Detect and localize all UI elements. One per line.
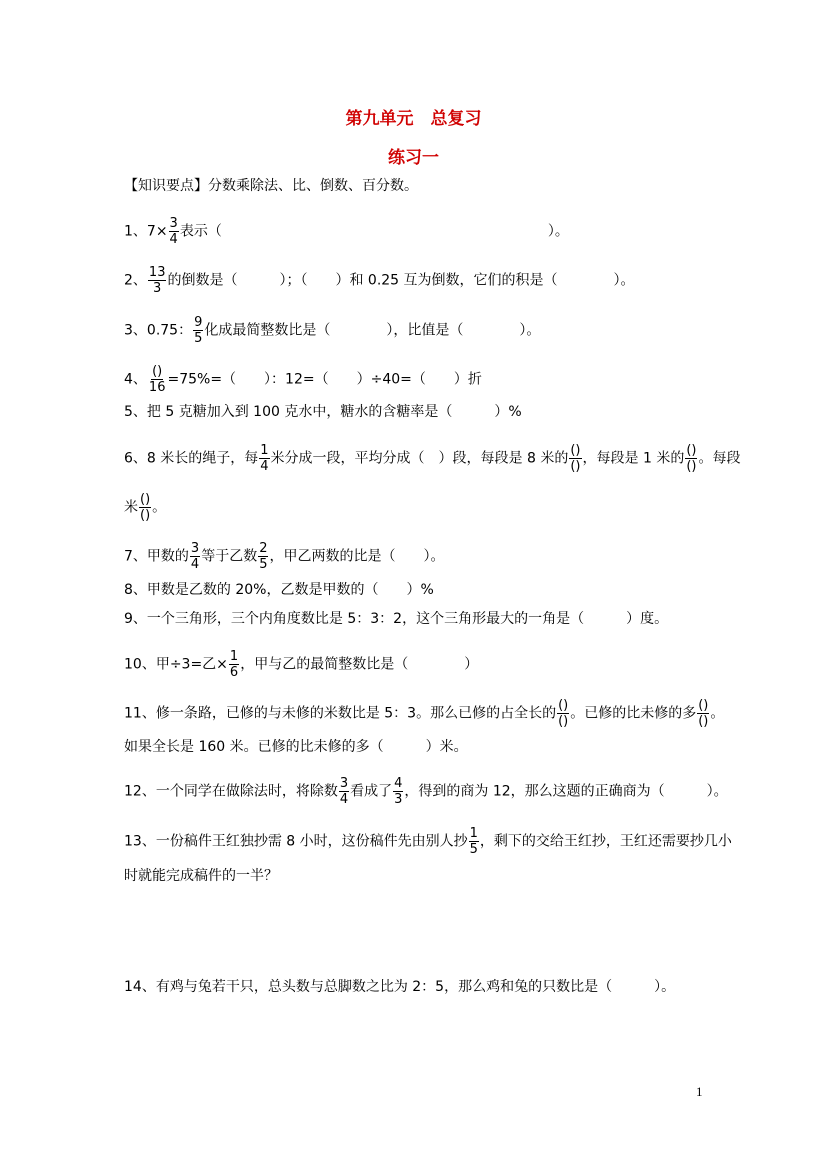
fraction-numerator: () <box>140 492 151 507</box>
question-text: 11、修一条路，已修的与未修的米数比是 5：3。那么已修的占全长的 <box>124 705 557 722</box>
question-13 <box>124 826 732 857</box>
question-text: 1、7× <box>124 223 168 240</box>
question-text: 10、甲÷3=乙× <box>124 656 228 673</box>
question-6 <box>124 443 740 474</box>
question-text: 表示（ <box>179 223 222 240</box>
question-7 <box>124 541 444 572</box>
fraction-denominator: () <box>570 459 581 474</box>
fraction-denominator: () <box>140 508 151 523</box>
question-5: 5、把 5 克糖加入到 100 克水中，糖水的含糖率是（ ）% <box>124 404 522 420</box>
fraction <box>148 364 167 395</box>
fraction-denominator: () <box>558 714 569 729</box>
fraction-numerator: 3 <box>339 776 349 791</box>
fraction-numerator: 1 <box>469 826 478 841</box>
fraction-numerator: 1 <box>260 443 269 458</box>
fraction <box>258 541 268 572</box>
question-text: =75%=（ ）：12=（ ）÷40=（ ）折 <box>167 371 482 388</box>
question-text: 6、8 米长的绳子，每 <box>124 450 259 467</box>
fraction-denominator: 4 <box>190 557 200 572</box>
question-3 <box>124 315 540 346</box>
question-text: 等于乙数 <box>201 548 258 565</box>
question-13-continued: 时就能完成稿件的一半？ <box>124 868 278 884</box>
question-9: 9、一个三角形，三个内角度数比是 5：3：2，这个三角形最大的一角是（ ）度。 <box>124 611 669 627</box>
fraction-denominator: () <box>698 714 709 729</box>
question-text: 13、一份稿件王红独抄需 8 小时，这份稿件先由别人抄 <box>124 833 468 850</box>
question-text: 米分成一段，平均分成（ ）段，每段是 8 米的 <box>270 450 569 467</box>
question-text: ，每段是 1 米的 <box>582 450 685 467</box>
fraction-denominator: 16 <box>148 380 166 395</box>
question-10 <box>124 649 478 680</box>
question-1 <box>124 216 569 247</box>
fraction-numerator: 1 <box>229 649 239 664</box>
fraction-denominator: 5 <box>194 331 203 346</box>
fraction-denominator: 6 <box>229 665 239 680</box>
question-text: 3、0.75： <box>124 322 193 339</box>
question-text: ，甲与乙的最简整数比是（ ） <box>240 656 479 673</box>
fraction <box>469 826 479 857</box>
fraction <box>685 443 697 474</box>
question-text: 。 <box>710 705 725 722</box>
question-text: 4、 <box>124 371 147 388</box>
fraction-denominator: 4 <box>260 459 269 474</box>
question-14: 14、有鸡与兔若干只，总头数与总脚数之比为 2：5，那么鸡和兔的只数比是（ ）。 <box>124 979 676 995</box>
key-points: 【知识要点】分数乘除法、比、倒数、百分数。 <box>124 178 418 194</box>
fraction <box>190 541 200 572</box>
fraction <box>339 776 349 807</box>
question-11-continued: 如果全长是 160 米。已修的比未修的多（ ）米。 <box>124 739 468 755</box>
fraction <box>569 443 581 474</box>
fraction <box>393 776 403 807</box>
question-text: 12、一个同学在做除法时，将除数 <box>124 783 338 800</box>
exercise-title: 练习一 <box>388 148 439 168</box>
question-text: 米 <box>124 499 138 516</box>
fraction-numerator: () <box>558 698 569 713</box>
fraction-numerator: 9 <box>194 315 203 330</box>
fraction-denominator: () <box>686 459 697 474</box>
fraction <box>193 315 203 346</box>
page-number: 1 <box>696 1084 703 1099</box>
question-4 <box>124 364 482 395</box>
fraction <box>169 216 179 247</box>
question-6-continued <box>124 492 166 523</box>
fraction-denominator: 4 <box>339 792 349 807</box>
fraction <box>557 698 569 729</box>
question-text: 看成了 <box>350 783 393 800</box>
question-text: ，得到的商为 12，那么这题的正确商为（ ）。 <box>404 783 728 800</box>
fraction-numerator: () <box>686 443 697 458</box>
unit-title: 第九单元 总复习 <box>345 109 482 129</box>
fraction <box>139 492 151 523</box>
fraction-numerator: 13 <box>148 265 166 280</box>
fraction <box>148 265 167 296</box>
fraction-numerator: 4 <box>394 776 403 791</box>
question-text: 化成最简整数比是（ ），比值是（ ）。 <box>204 322 541 339</box>
question-text: 2、 <box>124 272 147 289</box>
fraction-numerator: () <box>570 443 581 458</box>
fraction-numerator: 2 <box>259 541 268 556</box>
fraction-denominator: 4 <box>169 232 178 247</box>
fraction-denominator: 5 <box>259 557 268 572</box>
fraction <box>229 649 239 680</box>
fraction-denominator: 3 <box>153 281 162 296</box>
question-text: 。 <box>152 499 167 516</box>
question-text: 的倒数是（ ）；（ ）和 0.25 互为倒数，它们的积是（ ）。 <box>167 272 635 289</box>
question-11 <box>124 698 724 729</box>
question-text: 7、甲数的 <box>124 548 189 565</box>
question-12 <box>124 776 728 807</box>
question-2 <box>124 265 635 296</box>
fraction-numerator: () <box>698 698 709 713</box>
question-text: 。每段 <box>698 450 741 467</box>
fraction <box>697 698 709 729</box>
question-text: ）。 <box>547 223 569 240</box>
fraction-numerator: 3 <box>169 216 178 231</box>
fraction-numerator: 3 <box>190 541 200 556</box>
question-text: ，剩下的交给王红抄，王红还需要抄几小 <box>479 833 732 850</box>
fraction <box>259 443 269 474</box>
question-text: 。已修的比未修的多 <box>570 705 697 722</box>
fraction-denominator: 5 <box>469 842 478 857</box>
question-8: 8、甲数是乙数的 20%，乙数是甲数的（ ）% <box>124 582 434 598</box>
fraction-numerator: () <box>152 364 163 379</box>
question-text: ，甲乙两数的比是（ ）。 <box>269 548 445 565</box>
fraction-denominator: 3 <box>394 792 403 807</box>
